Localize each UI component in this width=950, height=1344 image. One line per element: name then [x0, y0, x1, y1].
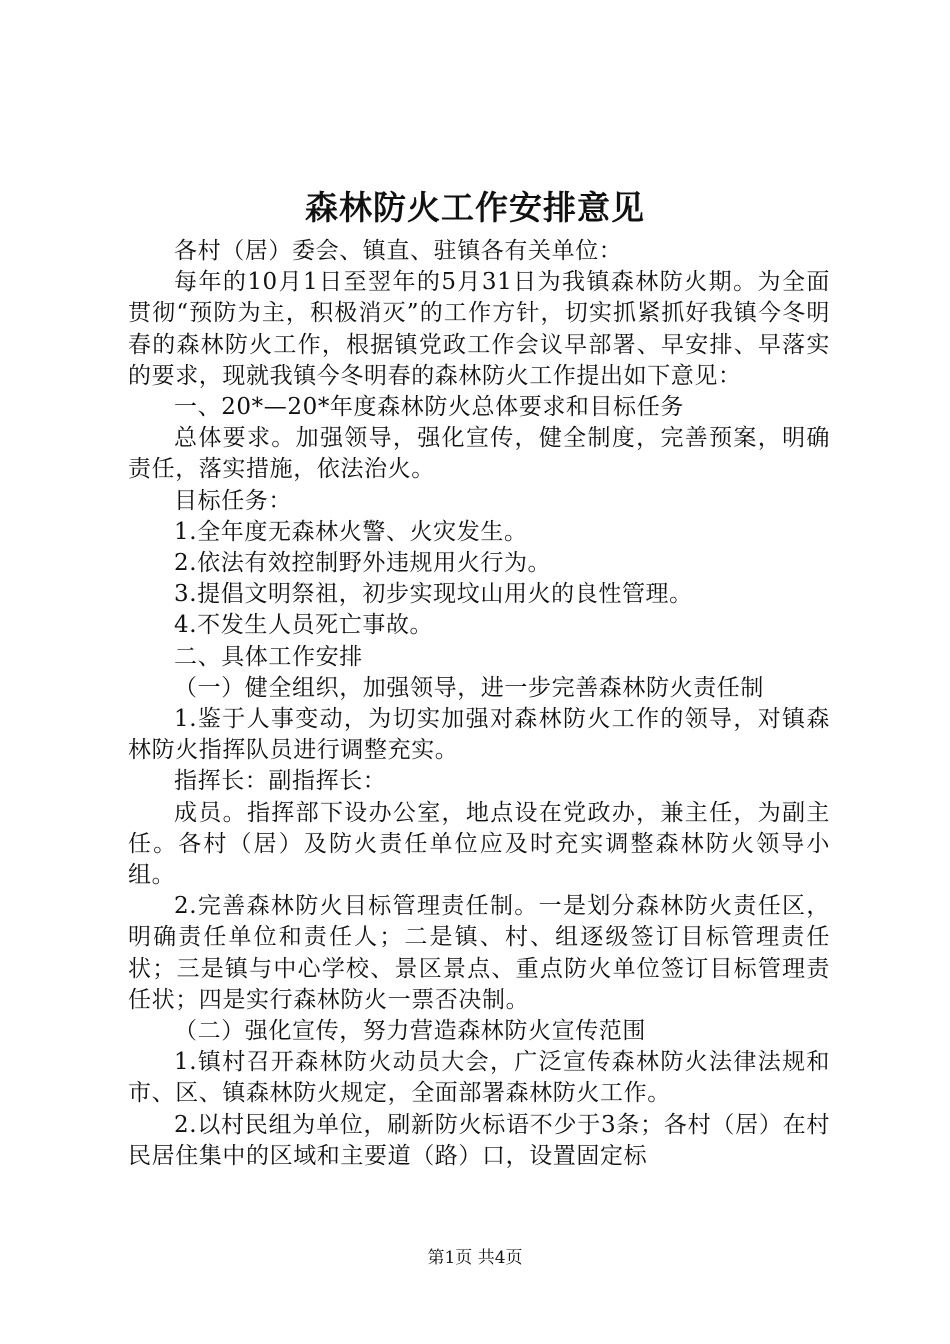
paragraph-general-requirements: 总体要求。加强领导，强化宣传，健全制度，完善预案，明确责任，落实措施，依法治火。: [128, 425, 830, 483]
list-item-task-3: 3.提倡文明祭祖，初步实现坟山用火的良性管理。: [174, 581, 693, 608]
paragraph-target-tasks: 目标任务：: [174, 487, 292, 514]
document-title: 森林防火工作安排意见: [305, 188, 645, 227]
list-item-task-4: 4.不发生人员死亡事故。: [174, 612, 434, 639]
document-body: [128, 236, 830, 1172]
paragraph-item-2: 2.完善森林防火目标管理责任制。一是划分森林防火责任区，明确责任单位和责任人；二是镇、村、组逐级签订目标管理责任状；三是镇与中心学校、景区景点、重点防火单位签订目标管理责任状；四是实行森林防火一票否决制。: [128, 893, 830, 1013]
paragraph-commander: 指挥长：副指挥长：: [174, 768, 387, 795]
heading-section-2: 二、具体工作安排: [174, 643, 363, 670]
page-number-footer: 第1页 共4页: [427, 1248, 523, 1268]
paragraph-intro: 每年的10月1日至翌年的5月31日为我镇森林防火期。为全面贯彻“预防为主，积极消灭”的工作方针，切实抓紧抓好我镇今冬明春的森林防火工作，根据镇党政工作会议早部署、早安排、早落实的要求，现就我镇今冬明春的森林防火工作提出如下意见：: [128, 269, 830, 389]
paragraph-publicity-2: 2.以村民组为单位，刷新防火标语不少于3条；各村（居）在村民居住集中的区域和主要道（路）口，设置固定标: [128, 1111, 830, 1169]
heading-subsection-2: （二）强化宣传，努力营造森林防火宣传范围: [174, 1018, 646, 1045]
paragraph-item-1: 1.鉴于人事变动，为切实加强对森林防火工作的领导，对镇森林防火指挥队员进行调整充实。: [128, 706, 830, 764]
list-item-task-1: 1.全年度无森林火警、火灾发生。: [174, 518, 528, 545]
paragraph-salutation: 各村（居）委会、镇直、驻镇各有关单位：: [174, 238, 623, 264]
paragraph-members: 成员。指挥部下设办公室，地点设在党政办，兼主任，为副主任。各村（居）及防火责任单位应及时充实调整森林防火领导小组。: [128, 799, 830, 889]
heading-subsection-1: （一）健全组织，加强领导，进一步完善森林防火责任制: [174, 674, 764, 701]
list-item-task-2: 2.依法有效控制野外违规用火行为。: [174, 550, 552, 577]
paragraph-publicity-1: 1.镇村召开森林防火动员大会，广泛宣传森林防火法律法规和市、区、镇森林防火规定，全面部署森林防火工作。: [128, 1049, 830, 1107]
heading-section-1: 一、20*—20*年度森林防火总体要求和目标任务: [174, 394, 684, 421]
